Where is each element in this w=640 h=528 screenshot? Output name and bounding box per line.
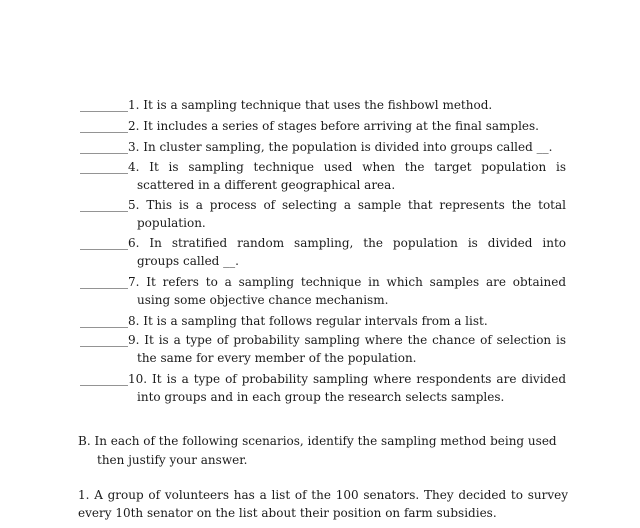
question-text-continued: scattered in a different geographical area. [137,178,396,192]
answer-blank: ________ [80,140,128,154]
question-item-9 [80,331,566,367]
question-text: 8. It is a sampling that follows regular intervals from a list. [128,314,488,328]
answer-blank: ________ [80,236,128,250]
question-text: 7. It refers to a sampling technique in which samples are obtained [128,275,566,289]
question-text: 5. This is a process of selecting a sample that represents the total [128,198,566,212]
answer-blank: ________ [80,275,128,289]
question-text-continued: using some objective chance mechanism. [137,293,389,307]
question-item-8 [80,312,566,330]
question-text-continued: into groups and in each group the research selects samples. [137,390,505,404]
question-text-continued: the same for every member of the population. [137,351,417,365]
scenario-1 [78,486,568,522]
question-text: 4. It is sampling technique used when the target population is [128,160,566,174]
question-text: 1. It is a sampling technique that uses the fishbowl method. [128,98,493,112]
question-text-continued: groups called __. [137,254,239,268]
section-b-heading: B. In each of the following scenarios, identify the sampling method being used [78,434,557,448]
scenario-text: 1. A group of volunteers has a list of the 100 senators. They decided to survey [78,488,568,502]
answer-blank: ________ [80,98,128,112]
question-item-3 [80,138,566,156]
question-item-5 [80,196,566,232]
answer-blank: ________ [80,119,128,133]
question-item-10 [80,370,566,406]
section-b-heading-continued: then justify your answer. [97,453,248,467]
question-item-4 [80,158,566,194]
answer-blank: ________ [80,333,128,347]
question-text: 10. It is a type of probability sampling where respondents are divided [128,372,566,386]
answer-blank: ________ [80,314,128,328]
answer-blank: ________ [80,372,128,386]
question-text: 3. In cluster sampling, the population is divided into groups called __. [128,140,553,154]
question-text: 6. In stratified random sampling, the population is divided into [128,236,566,250]
question-text-continued: population. [137,216,206,230]
question-item-1 [80,96,566,114]
question-text: 2. It includes a series of stages before arriving at the final samples. [128,119,539,133]
section-b-instructions [78,432,568,470]
question-text: 9. It is a type of probability sampling where the chance of selection is [128,333,566,347]
answer-blank: ________ [80,198,128,212]
question-item-7 [80,273,566,309]
scenario-text-continued: every 10th senator on the list about their position on farm subsidies. [78,506,497,520]
question-item-6 [80,234,566,270]
question-item-2 [80,117,566,135]
answer-blank: ________ [80,160,128,174]
